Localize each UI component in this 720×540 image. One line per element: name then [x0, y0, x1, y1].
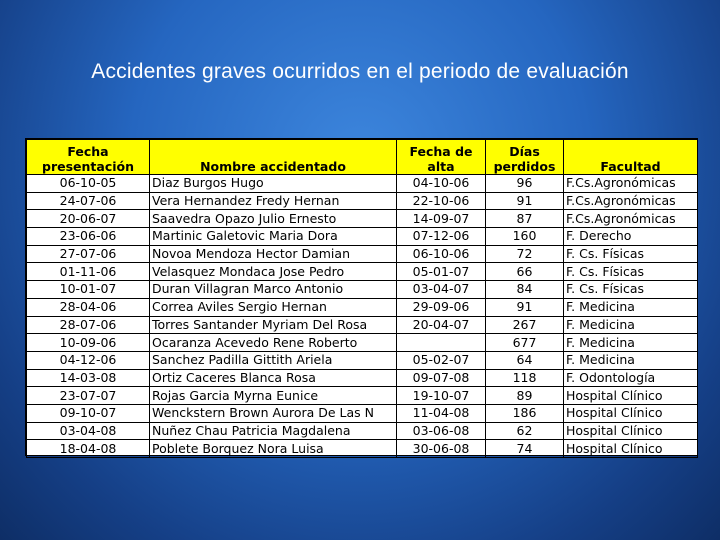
table-row [27, 175, 698, 193]
cell-fecha-alta: 22-10-06 [397, 192, 486, 210]
table-row [27, 263, 698, 281]
cell-dias-perdidos: 72 [486, 245, 564, 263]
header-line: Fecha [67, 144, 109, 159]
table-row [27, 404, 698, 422]
cell-fecha-presentacion: 10-01-07 [27, 281, 150, 299]
header-dias-perdidos [486, 140, 564, 175]
cell-fecha-presentacion: 14-03-08 [27, 369, 150, 387]
cell-facultad: F. Cs. Físicas [564, 263, 698, 281]
cell-dias-perdidos: 74 [486, 440, 564, 458]
cell-fecha-presentacion: 06-10-05 [27, 175, 150, 193]
cell-fecha-presentacion: 18-04-08 [27, 440, 150, 458]
slide-title: Accidentes graves ocurridos en el periodo de evaluación [91, 60, 629, 83]
cell-facultad: F. Cs. Físicas [564, 245, 698, 263]
header-line: presentación [42, 159, 134, 174]
cell-fecha-presentacion: 24-07-06 [27, 192, 150, 210]
header-line: alta [427, 159, 455, 174]
cell-fecha-alta: 20-04-07 [397, 316, 486, 334]
table-row [27, 228, 698, 246]
cell-nombre: Ocaranza Acevedo Rene Roberto [150, 334, 397, 352]
table-header-row [27, 140, 698, 175]
cell-fecha-presentacion: 20-06-07 [27, 210, 150, 228]
cell-facultad: F. Medicina [564, 351, 698, 369]
table-row [27, 192, 698, 210]
cell-dias-perdidos: 87 [486, 210, 564, 228]
table-row [27, 369, 698, 387]
cell-nombre: Poblete Borquez Nora Luisa [150, 440, 397, 458]
cell-facultad: F. Medicina [564, 298, 698, 316]
header-line: Fecha de [409, 144, 473, 159]
cell-nombre: Velasquez Mondaca Jose Pedro [150, 263, 397, 281]
cell-fecha-alta: 06-10-06 [397, 245, 486, 263]
cell-fecha-presentacion: 28-04-06 [27, 298, 150, 316]
cell-fecha-alta: 09-07-08 [397, 369, 486, 387]
cell-facultad: Hospital Clínico [564, 422, 698, 440]
table-row [27, 210, 698, 228]
cell-dias-perdidos: 89 [486, 387, 564, 405]
cell-facultad: F. Medicina [564, 316, 698, 334]
header-fecha-alta [397, 140, 486, 175]
cell-fecha-alta: 07-12-06 [397, 228, 486, 246]
cell-fecha-presentacion: 28-07-06 [27, 316, 150, 334]
cell-dias-perdidos: 160 [486, 228, 564, 246]
cell-fecha-presentacion: 23-06-06 [27, 228, 150, 246]
cell-facultad: F.Cs.Agronómicas [564, 175, 698, 193]
cell-dias-perdidos: 91 [486, 298, 564, 316]
cell-dias-perdidos: 62 [486, 422, 564, 440]
cell-facultad: Hospital Clínico [564, 404, 698, 422]
cell-nombre: Ortiz Caceres Blanca Rosa [150, 369, 397, 387]
cell-dias-perdidos: 118 [486, 369, 564, 387]
cell-fecha-presentacion: 10-09-06 [27, 334, 150, 352]
cell-facultad: F.Cs.Agronómicas [564, 192, 698, 210]
cell-dias-perdidos: 96 [486, 175, 564, 193]
header-line: perdidos [493, 159, 556, 174]
cell-dias-perdidos: 91 [486, 192, 564, 210]
cell-dias-perdidos: 186 [486, 404, 564, 422]
table-row [27, 351, 698, 369]
cell-facultad: F. Derecho [564, 228, 698, 246]
cell-dias-perdidos: 64 [486, 351, 564, 369]
table-body [27, 175, 698, 458]
cell-fecha-presentacion: 09-10-07 [27, 404, 150, 422]
cell-fecha-presentacion: 04-12-06 [27, 351, 150, 369]
cell-fecha-alta: 03-04-07 [397, 281, 486, 299]
table-row [27, 281, 698, 299]
cell-facultad: F. Medicina [564, 334, 698, 352]
cell-nombre: Duran Villagran Marco Antonio [150, 281, 397, 299]
cell-nombre: Wenckstern Brown Aurora De Las N [150, 404, 397, 422]
cell-fecha-alta: 29-09-06 [397, 298, 486, 316]
cell-nombre: Correa Aviles Sergio Hernan [150, 298, 397, 316]
header-line: Facultad [600, 159, 661, 174]
header-line: Días [509, 144, 540, 159]
table-row [27, 422, 698, 440]
cell-fecha-presentacion: 27-07-06 [27, 245, 150, 263]
cell-nombre: Torres Santander Myriam Del Rosa [150, 316, 397, 334]
cell-fecha-alta: 05-02-07 [397, 351, 486, 369]
cell-nombre: Nuñez Chau Patricia Magdalena [150, 422, 397, 440]
cell-fecha-alta: 04-10-06 [397, 175, 486, 193]
cell-fecha-alta: 19-10-07 [397, 387, 486, 405]
cell-dias-perdidos: 267 [486, 316, 564, 334]
cell-facultad: Hospital Clínico [564, 387, 698, 405]
cell-facultad: F. Cs. Físicas [564, 281, 698, 299]
cell-nombre: Sanchez Padilla Gittith Ariela [150, 351, 397, 369]
cell-fecha-presentacion: 23-07-07 [27, 387, 150, 405]
cell-facultad: Hospital Clínico [564, 440, 698, 458]
cell-nombre: Martinic Galetovic Maria Dora [150, 228, 397, 246]
cell-fecha-alta [397, 334, 486, 352]
cell-nombre: Rojas Garcia Myrna Eunice [150, 387, 397, 405]
accidents-table-container [25, 138, 698, 456]
cell-fecha-alta: 30-06-08 [397, 440, 486, 458]
table-row [27, 440, 698, 458]
cell-nombre: Diaz Burgos Hugo [150, 175, 397, 193]
cell-fecha-alta: 05-01-07 [397, 263, 486, 281]
header-facultad [564, 140, 698, 175]
cell-facultad: F.Cs.Agronómicas [564, 210, 698, 228]
cell-nombre: Saavedra Opazo Julio Ernesto [150, 210, 397, 228]
accidents-table [26, 139, 698, 458]
header-fecha-presentacion [27, 140, 150, 175]
table-row [27, 298, 698, 316]
cell-facultad: F. Odontología [564, 369, 698, 387]
cell-fecha-alta: 03-06-08 [397, 422, 486, 440]
cell-nombre: Vera Hernandez Fredy Hernan [150, 192, 397, 210]
table-row [27, 245, 698, 263]
table-row [27, 387, 698, 405]
cell-fecha-presentacion: 03-04-08 [27, 422, 150, 440]
cell-fecha-presentacion: 01-11-06 [27, 263, 150, 281]
cell-dias-perdidos: 677 [486, 334, 564, 352]
table-row [27, 316, 698, 334]
cell-fecha-alta: 14-09-07 [397, 210, 486, 228]
cell-nombre: Novoa Mendoza Hector Damian [150, 245, 397, 263]
header-nombre-accidentado [150, 140, 397, 175]
cell-dias-perdidos: 84 [486, 281, 564, 299]
table-row [27, 334, 698, 352]
header-line: Nombre accidentado [200, 159, 346, 174]
cell-fecha-alta: 11-04-08 [397, 404, 486, 422]
cell-dias-perdidos: 66 [486, 263, 564, 281]
